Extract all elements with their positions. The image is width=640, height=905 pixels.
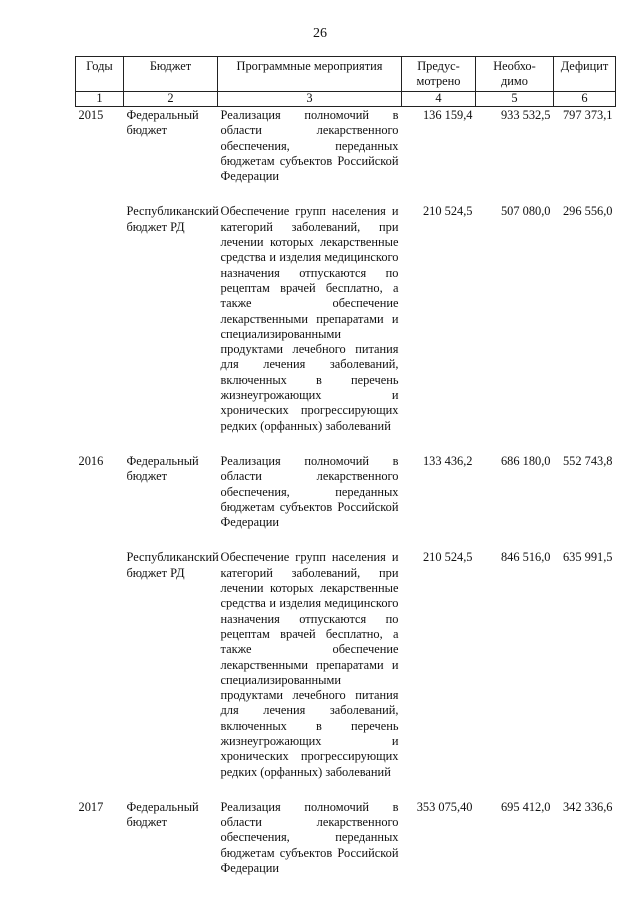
budget-cell: Республиканский бюджет РД	[126, 204, 219, 234]
needed-cell: 695 412,0	[500, 799, 551, 814]
planned-cell: 133 436,2	[422, 453, 473, 468]
year-cell: 2016	[78, 453, 104, 468]
header-row	[76, 57, 616, 92]
needed-cell: 933 532,5	[500, 108, 551, 122]
year-cell: 2015	[78, 108, 104, 122]
header-program: Программные мероприятия	[218, 57, 402, 92]
planned-cell: 353 075,40	[416, 799, 473, 814]
program-cell: Обеспечение групп населения и категорий заболеваний, при лечении которых лекарственные средства и изделия медицинского назначения отпускаются по рецептам врачей бесплатно, а также обеспечение лекарственными препаратами и специализированными продуктами лечебного питания для лечения заболеваний, включенных в перечень жизнеугрожающих и хронических прогрессирующих редких (орфанных) заболеваний	[220, 550, 399, 779]
table-row	[76, 799, 616, 876]
program-cell: Реализация полномочий в области лекарственного обеспечения, переданных бюджетам субъектов Российской Федерации	[220, 108, 399, 184]
page-number: 26	[313, 26, 327, 41]
header-years: Годы	[76, 57, 124, 92]
needed-cell: 686 180,0	[500, 453, 551, 468]
deficit-cell: 552 743,8	[562, 453, 613, 468]
planned-cell: 136 159,4	[422, 108, 473, 122]
year-cell	[76, 549, 124, 779]
year-cell: 2017	[78, 799, 104, 814]
table-row	[76, 453, 616, 530]
header-needed: Необхо- димо	[476, 57, 554, 92]
table-row	[76, 549, 616, 779]
budget-cell: Федеральный бюджет	[126, 108, 199, 138]
deficit-cell: 797 373,1	[562, 108, 613, 122]
budget-cell: Федеральный бюджет	[126, 453, 199, 484]
planned-cell: 210 524,5	[422, 550, 473, 565]
deficit-cell: 342 336,6	[562, 799, 613, 814]
table-row	[76, 203, 616, 433]
budget-cell: Республиканский бюджет РД	[126, 550, 219, 580]
program-cell: Реализация полномочий в области лекарственного обеспечения, переданных бюджетам субъектов Российской Федерации	[220, 799, 399, 876]
header-deficit: Дефицит	[554, 57, 616, 92]
program-cell: Реализация полномочий в области лекарственного обеспечения, переданных бюджетам субъектов Российской Федерации	[220, 453, 399, 530]
column-number: 3	[218, 92, 402, 107]
column-number: 2	[124, 92, 218, 107]
row-spacer	[76, 434, 616, 453]
needed-cell: 846 516,0	[500, 550, 551, 565]
planned-cell: 210 524,5	[422, 204, 473, 219]
row-spacer	[76, 184, 616, 203]
budget-cell: Федеральный бюджет	[126, 799, 199, 830]
header-planned: Предус- мотрено	[402, 57, 476, 92]
column-number: 5	[476, 92, 554, 107]
deficit-cell: 296 556,0	[562, 204, 613, 219]
header-budget: Бюджет	[124, 57, 218, 92]
row-spacer	[76, 530, 616, 549]
column-number: 4	[402, 92, 476, 107]
column-number-row	[76, 92, 616, 107]
row-spacer	[76, 780, 616, 799]
program-cell: Обеспечение групп населения и категорий заболеваний, при лечении которых лекарственные средства и изделия медицинского назначения отпускаются по рецептам врачей бесплатно, а также обеспечение лекарственными препаратами и специализированными продуктами лечебного питания для лечения заболеваний, включенных в перечень жизнеугрожающих и хронических прогрессирующих редких (орфанных) заболеваний	[220, 204, 399, 433]
table-row	[76, 107, 616, 185]
needed-cell: 507 080,0	[500, 204, 551, 219]
budget-table	[75, 56, 616, 876]
deficit-cell: 635 991,5	[562, 550, 613, 565]
year-cell	[76, 203, 124, 433]
column-number: 6	[554, 92, 616, 107]
column-number: 1	[76, 92, 124, 107]
